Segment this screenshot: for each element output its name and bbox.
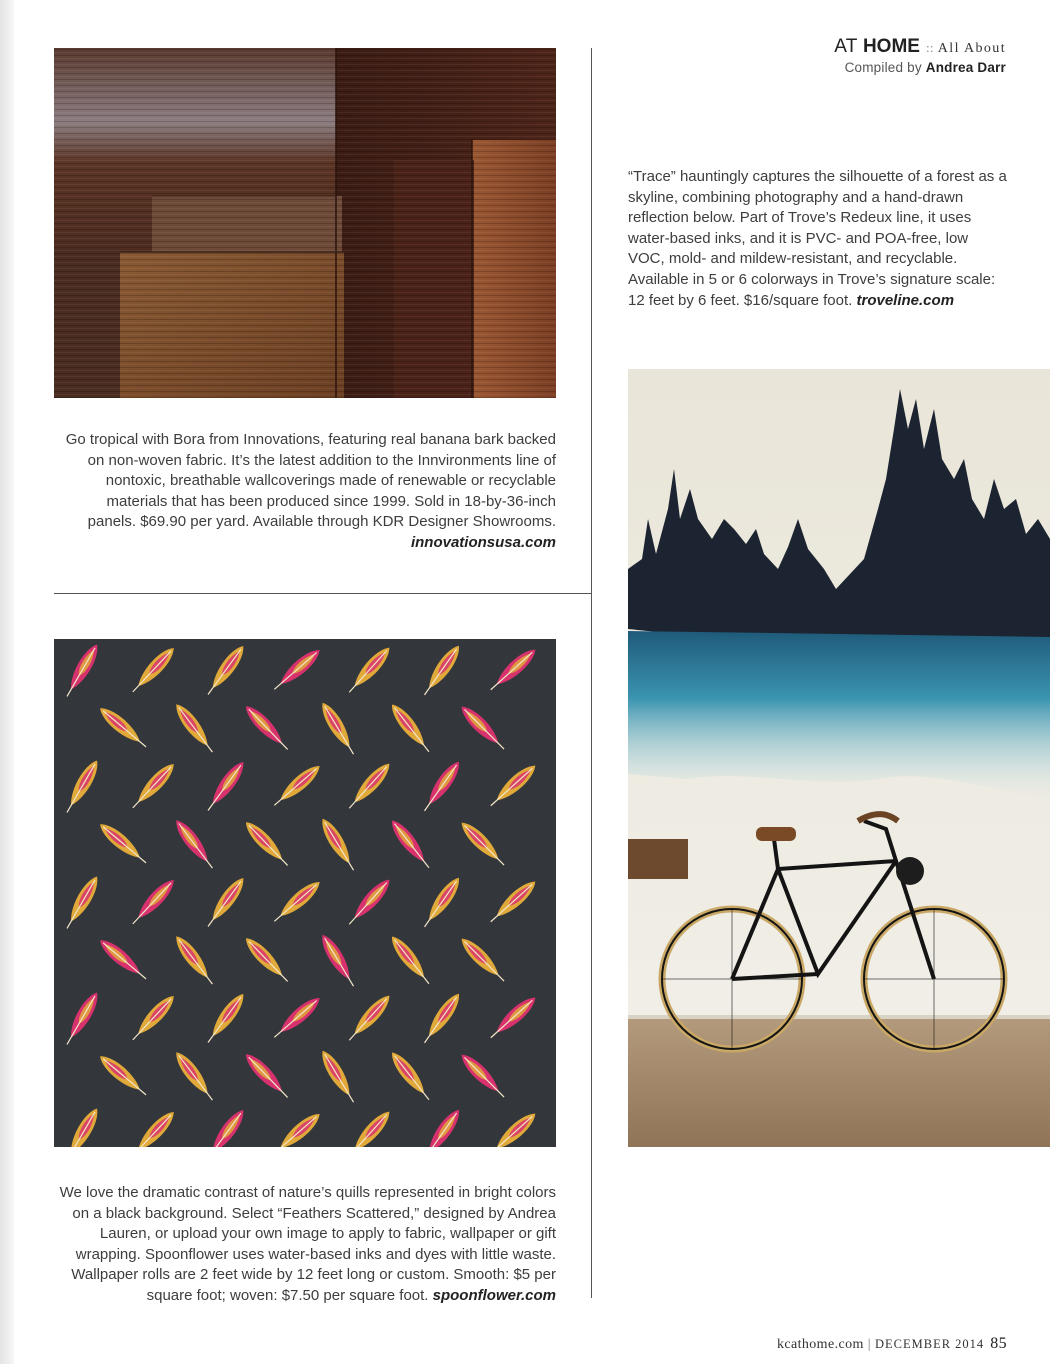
feather-motif (344, 875, 394, 929)
feather-motif (387, 816, 435, 872)
trace-caption (628, 167, 1008, 311)
feather-motif (419, 874, 464, 931)
feather-pattern (54, 639, 556, 1147)
feather-motif (344, 991, 394, 1045)
feather-motif (203, 1106, 249, 1147)
feather-motif (61, 873, 103, 932)
footer-issue: DECEMBER 2014 (875, 1337, 985, 1351)
feather-motif (486, 993, 540, 1043)
feather-motif (61, 641, 103, 700)
feather-motif (419, 642, 464, 699)
feathers-website-link[interactable]: spoonflower.com (432, 1286, 556, 1304)
feather-motif (241, 1050, 292, 1103)
feather-motif (241, 934, 292, 987)
trace-caption-text: “Trace” hauntingly captures the silhouette of a forest as a skyline, combining photography and a hand-drawn reflection below. Part of Trove’s Redeux line, it uses water-based inks, and it is PVC- and POA-free, low VOC, mold- and mildew-resistant, and recyclable. Available in 5 or 6 colorways in Trove’s signature scale: 12 feet by 6 feet. $16/square foot. (628, 168, 1007, 309)
feather-motif (128, 1107, 179, 1147)
header-title (834, 36, 1006, 58)
feather-motif (317, 1047, 359, 1105)
bora-caption (60, 430, 556, 554)
bora-website-link[interactable]: innovationsusa.com (410, 533, 556, 551)
feather-motif (486, 1109, 540, 1147)
feather-motif (241, 702, 292, 755)
feather-motif (419, 1106, 464, 1147)
feather-motif (317, 699, 359, 757)
trace-mural-photo (628, 369, 1050, 1147)
feather-motif (457, 1050, 509, 1102)
feather-motif (203, 642, 249, 698)
feather-motif (387, 1048, 435, 1104)
header-at: AT (834, 36, 858, 57)
feather-motif (203, 758, 249, 814)
bora-caption-text: Go tropical with Bora from Innovations, featuring real banana bark backed on non-woven fabric. It’s the latest addition to the Innvironments line of nontoxic, breathable wallcoverings made of renewable or recyclable materials that has been produced since 1999. Sold in 18-by-36-inch panels. $69.90 per yard. Available through KDR Designer Showrooms. (65, 431, 556, 531)
feather-motif (128, 875, 179, 928)
feather-motif (486, 761, 540, 811)
feather-motif (270, 645, 324, 695)
feather-motif (344, 1107, 394, 1147)
page-number: 85 (990, 1335, 1007, 1352)
header-separator: :: (925, 40, 934, 55)
feather-motif (171, 816, 218, 872)
feather-motif (96, 703, 151, 752)
feather-motif (203, 990, 249, 1046)
page-footer (777, 1335, 1007, 1353)
feather-motif (241, 818, 292, 871)
feather-motif (171, 1048, 218, 1104)
byline-author: Andrea Darr (925, 60, 1006, 75)
feathers-caption-text: We love the dramatic contrast of nature’s quills represented in bright colors on a black background. Select “Feathers Scattered,” designed by Andrea Lauren, or upload your own image to apply to fabric, wallpaper or gift wrapping. Spoonflower uses water-based inks and dyes with little waste. Wallpaper rolls are 2 feet wide by 12 feet long or custom. Smooth: $5 per square foot; woven: $7.50 per square foot. (59, 1184, 556, 1304)
feather-motif (128, 759, 179, 812)
feather-motif (344, 759, 394, 813)
feather-motif (96, 819, 151, 868)
column-divider-horizontal (54, 593, 592, 594)
feather-motif (344, 643, 394, 697)
feather-motif (457, 702, 509, 754)
header-byline (834, 60, 1006, 75)
feather-motif (270, 993, 324, 1043)
feathers-caption (40, 1183, 556, 1307)
feather-motif (486, 877, 540, 927)
footer-separator: | (867, 1337, 871, 1352)
feathers-scattered-photo (54, 639, 556, 1147)
feather-motif (419, 990, 464, 1047)
feather-motif (270, 1109, 324, 1147)
feather-motif (317, 931, 359, 989)
feather-motif (61, 989, 103, 1048)
feather-motif (61, 757, 103, 816)
feather-motif (317, 815, 359, 873)
feather-motif (387, 700, 435, 756)
feather-motif (486, 645, 540, 695)
page-gutter-shadow (0, 0, 14, 1364)
feather-motif (387, 932, 435, 988)
feather-motif (96, 1051, 151, 1100)
feather-motif (61, 1105, 103, 1147)
trace-website-link[interactable]: troveline.com (856, 291, 955, 309)
feather-motif (270, 761, 324, 811)
feather-motif (171, 932, 218, 988)
feather-motif (128, 643, 179, 696)
feather-motif (96, 935, 151, 984)
feather-motif (171, 700, 218, 756)
feather-motif (128, 991, 179, 1044)
byline-prefix: Compiled by (844, 60, 922, 75)
feather-motif (203, 874, 249, 930)
column-divider-vertical (591, 48, 592, 1298)
header-section: All About (937, 41, 1006, 56)
header-home: HOME (862, 36, 920, 57)
feather-motif (457, 818, 509, 870)
section-header (834, 36, 1006, 75)
footer-site: kcathome.com (776, 1337, 864, 1352)
feather-motif (419, 758, 464, 815)
bora-wallcovering-photo (54, 48, 556, 398)
feather-motif (457, 934, 509, 986)
feather-motif (270, 877, 324, 927)
